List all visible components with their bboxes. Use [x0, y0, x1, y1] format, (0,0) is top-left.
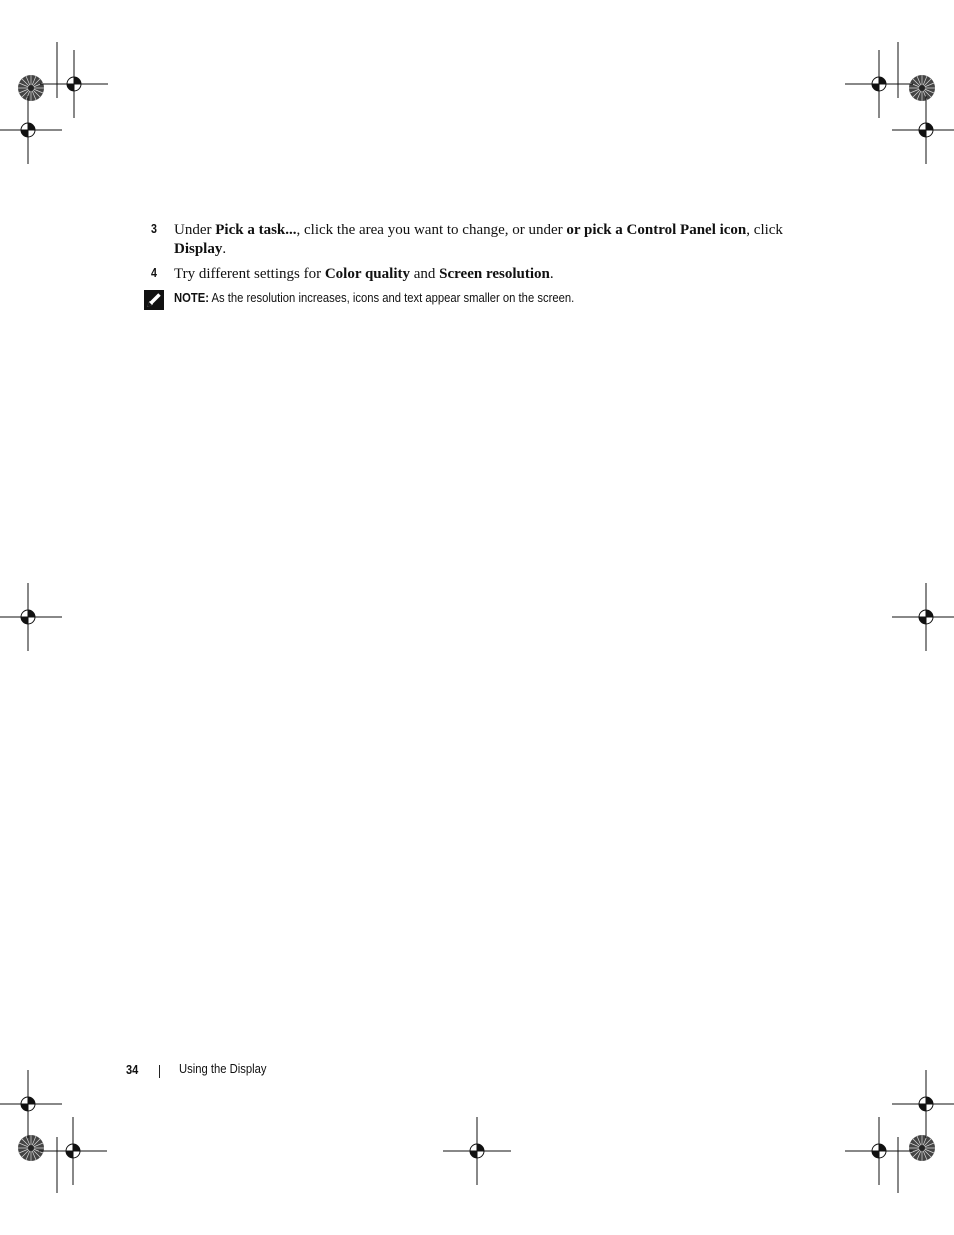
- step-text: Under Pick a task..., click the area you want to change, or under or pick a Control Panel icon, click Display.: [174, 222, 783, 257]
- registration-mark-bottom-center: [443, 1117, 511, 1185]
- screen-resolution-term: Screen resolution: [439, 266, 550, 282]
- step-number: 3: [151, 221, 157, 236]
- page-number: 34: [126, 1062, 139, 1077]
- crop-mark-bottom-left: [0, 1070, 107, 1193]
- control-panel-icon-term: or pick a Control Panel icon: [566, 222, 747, 238]
- registration-mark-middle-left: [0, 583, 62, 651]
- crop-mark-top-right: [845, 42, 954, 164]
- crop-mark-top-left: [0, 42, 108, 164]
- crop-mark-bottom-right: [845, 1070, 954, 1193]
- footer-divider: [159, 1065, 160, 1078]
- registration-mark-middle-right: [892, 583, 954, 651]
- section-title: Using the Display: [179, 1062, 267, 1076]
- step-text: Try different settings for Color quality and Screen resolution.: [174, 266, 554, 282]
- pick-a-task-term: Pick a task...: [215, 222, 297, 238]
- note-label: NOTE:: [174, 291, 210, 305]
- pencil-note-icon: [144, 290, 164, 310]
- note-text-line: [174, 291, 574, 305]
- note-text: As the resolution increases, icons and text appear smaller on the screen.: [211, 291, 575, 305]
- color-quality-term: Color quality: [324, 266, 410, 282]
- step-number: 4: [151, 265, 157, 280]
- display-term: Display: [174, 241, 223, 257]
